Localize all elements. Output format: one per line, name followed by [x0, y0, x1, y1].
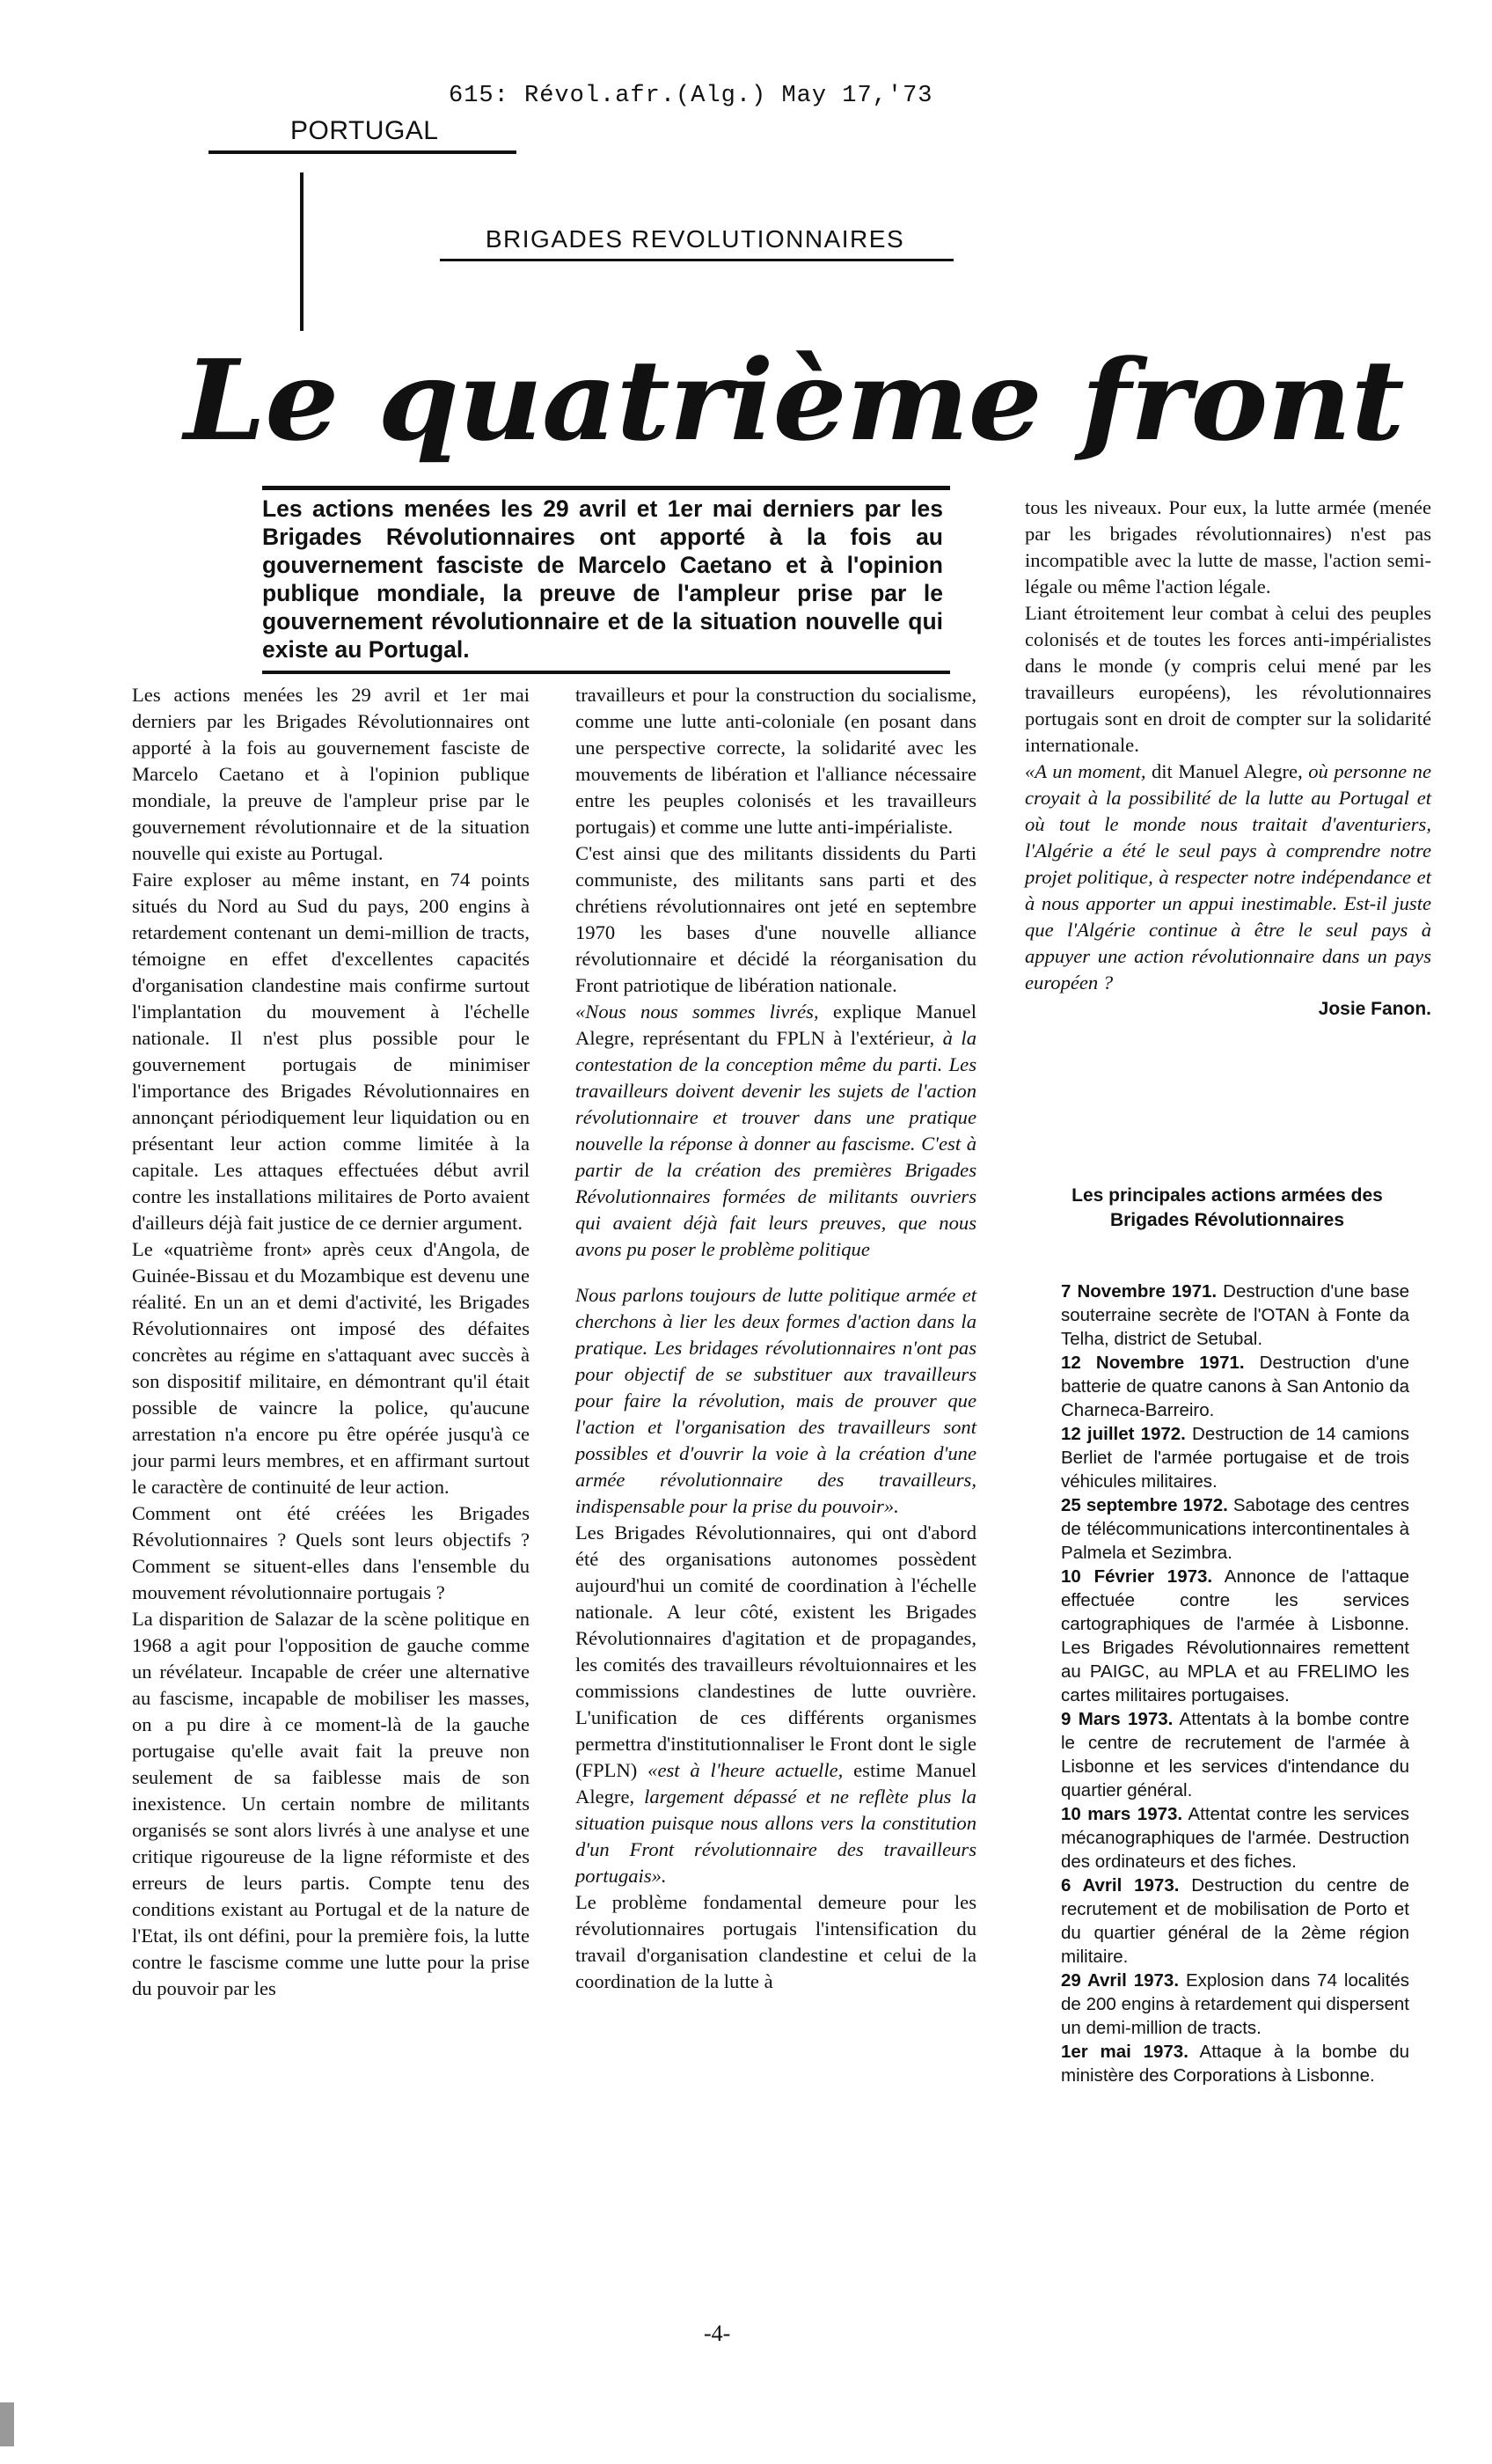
action-description: Sabotage des centres de télécommunications intercontinentales à Palmela et Sezimbra. — [1061, 1495, 1409, 1563]
paragraph-text: Les Brigades Révolutionnaires, qui ont d'abord été des organisations autonomes possèdent aujourd'hui un comité de coordination à l'échelle nationale. A leur côté, existent les Brigades Révolutionnaires d'agitation et de propagandes, les comités des travailleurs révoltuionnaires et les commissions clandestines de lutte ouvrière. L'unification de ces différents organismes permettra d'institutionnaliser le Front dont le sigle (FPLN) — [575, 1522, 976, 1781]
action-item — [1061, 1351, 1409, 1422]
paragraph: C'est ainsi que des militants dissidents du Parti communiste, des militants sans parti et des chrétiens révolutionnaires ont jeté en septembre 1970 les bases d'une nouvelle alliance révolutionnaire et décidé la réorganisation du Front patriotique de libération nationale. — [575, 842, 976, 996]
headline: Le quatrième front — [184, 335, 1404, 466]
action-date: 25 septembre 1972. — [1061, 1495, 1228, 1515]
action-description: Destruction du centre de recrutement et de mobilisation de Porto et du quartier général de la 2ème région militaire. — [1061, 1875, 1409, 1967]
action-description: Attentat contre les services mécanographiques de l'armée. Destruction des ordinateurs et des fiches. — [1061, 1804, 1409, 1872]
paragraph: La disparition de Salazar de la scène politique en 1968 a agit pour l'opposition de gauche comme un révélateur. Incapable de créer une alternative au fascisme, incapable de mobiliser les masses, on a pu dire à ce moment-là de la gauche portugaise qu'elle avait fait la preuve non seulement de sa faiblesse mais de son inexistence. Un certain nombre de militants organisés se sont alors livrés à une analyse et une critique rigoureuse de la ligne réformiste et des erreurs de leurs partis. Compte tenu des conditions existant au Portugal et de la nature de l'Etat, ils ont défini, pour la première fois, la lutte contre le fascisme comme une lutte pour la prise du pouvoir par les — [132, 1608, 530, 1999]
article-column-3 — [1025, 495, 1431, 1023]
action-item — [1061, 1802, 1409, 1874]
action-date: 29 Avril 1973. — [1061, 1970, 1180, 1991]
action-description: Explosion dans 74 localités de 200 engins à retardement qui dispersent un demi-million de tracts. — [1061, 1970, 1409, 2038]
action-date: 9 Mars 1973. — [1061, 1709, 1174, 1729]
page-number: -4- — [704, 2321, 731, 2346]
scan-edge-mark — [0, 2402, 14, 2446]
lead-paragraph: Les actions menées les 29 avril et 1er mai derniers par les Brigades Révolutionnaires ont apporté à la fois au gouvernement fasciste de Marcelo Caetano et à l'opinion publique mondiale, la preuve de l'ampleur prise par le gouvernement révolutionnaire et de la situation nouvelle qui existe au Portugal. — [262, 495, 943, 663]
action-item — [1061, 1493, 1409, 1565]
quote-paragraph — [575, 999, 976, 1263]
actions-box-title: Les principales actions armées des Brigades Révolutionnaires — [1071, 1185, 1383, 1230]
vertical-rule — [300, 172, 304, 331]
quote-text: à la contestation de la conception même du parti. Les travailleurs doivent devenir les sujets de l'action révolutionnaire et trouver dans une pratique nouvelle la réponse à donner au fascisme. C'est à partir de la création des premières Brigades Révolutionnaires formées de militants ouvriers qui avaient déjà fait leurs preuves, que nous avons pu poser le problème politique — [575, 1027, 976, 1260]
quote-text: largement dépassé et ne reflète plus la situation puisque nous allons vers la constitution d'un Front révolutionnaire des travailleurs portugais». — [575, 1786, 976, 1887]
paragraph: Le «quatrième front» après ceux d'Angola, de Guinée-Bissau et du Mozambique est devenu une réalité. En un an et demi d'activité, les Brigades Révolutionnaires ont imposé des défaites concrètes au régime en s'attaquant avec succès à son dispositif militaire, en démontrant qu'il était possible de vaincre la police, qu'aucune arrestation n'a encore pu être opérée jusqu'à ce jour parmi leurs membres, et en affirmant surtout le caractère de continuité de leur action. — [132, 1238, 530, 1498]
action-date: 6 Avril 1973. — [1061, 1875, 1180, 1896]
attribution-text: dit Manuel Alegre, — [1145, 760, 1309, 782]
quote-text: «Nous nous sommes livrés, — [575, 1001, 819, 1023]
paragraph: Comment ont été créées les Brigades Révolutionnaires ? Quels sont leurs objectifs ? Comment se situent-elles dans l'ensemble du mouvement révolutionnaire portugais ? — [132, 1502, 530, 1603]
lead-bottom-rule — [262, 671, 950, 674]
action-item — [1061, 1422, 1409, 1493]
section-rule — [208, 150, 516, 154]
paragraph: Le problème fondamental demeure pour les révolutionnaires portugais l'intensification du travail d'organisation clandestine et celui de la coordination de la lutte à — [575, 1891, 976, 1992]
paragraph: Faire exploser au même instant, en 74 points situés du Nord au Sud du pays, 200 engins à retardement contenant un demi-million de tracts, témoigne en effet d'excellentes capacités d'organisation clandestine mais confirme surtout l'implantation du mouvement à l'échelle nationale. Il n'est plus possible pour le gouvernement portugais de minimiser l'importance des Brigades Révolutionnaires en annonçant périodiquement leur liquidation ou en présentant leur action comme limitée à la capitale. Les attaques effectuées début avril contre les installations militaires de Porto avaient d'ailleurs déjà fait justice de ce dernier argument. — [132, 869, 530, 1234]
paragraph — [575, 1520, 976, 1889]
quote-text: «est à l'heure actuelle, — [647, 1759, 844, 1781]
action-date: 1er mai 1973. — [1061, 2042, 1188, 2062]
action-date: 10 Février 1973. — [1061, 1566, 1213, 1587]
quote-paragraph: Nous parlons toujours de lutte politique armée et cherchons à lier les deux formes d'action dans la pratique. Les bridages révolutionnaires n'ont pas pour objectif de se substituer aux travailleurs pour faire la révolution, mais de prouver que l'action et l'organisation des travailleurs sont possibles et d'ouvrir la voie à la création d'une armée révolutionnaire des travailleurs, indispensable pour la prise du pouvoir». — [575, 1284, 976, 1517]
section-label: PORTUGAL — [290, 116, 439, 145]
paragraph: tous les niveaux. Pour eux, la lutte armée (menée par les brigades révolutionnaires) n'est pas incompatible avec la lutte de masse, l'action semi-légale ou même l'action légale. — [1025, 496, 1431, 598]
action-item — [1061, 1969, 1409, 2040]
action-description: Destruction d'une base souterraine secrète de l'OTAN à Fonte da Telha, district de Setubal. — [1061, 1281, 1409, 1349]
action-description: Attentats à la bombe contre le centre de recrutement de l'armée à Lisbonne et les services d'intendance du quartier général. — [1061, 1709, 1409, 1800]
quote-paragraph — [1025, 759, 1431, 996]
action-item — [1061, 1707, 1409, 1802]
action-date: 7 Novembre 1971. — [1061, 1281, 1218, 1302]
paragraph: travailleurs et pour la construction du socialisme, comme une lutte anti-coloniale (en posant dans une perspective correcte, la solidarité avec les mouvements de libération et l'alliance nécessaire entre les peuples colonisés et les travailleurs portugais) et comme une lutte anti-impérialiste. — [575, 684, 976, 838]
action-description: Destruction d'une batterie de quatre canons à San Antonio da Charneca-Barreiro. — [1061, 1353, 1409, 1420]
attribution-text: estime Manuel Alegre, — [575, 1759, 976, 1808]
action-item — [1061, 2040, 1409, 2087]
action-item — [1061, 1565, 1409, 1707]
author-signature: Josie Fanon. — [1318, 999, 1431, 1019]
paragraph: Les actions menées les 29 avril et 1er mai derniers par les Brigades Révolutionnaires ont apporté à la fois au gouvernement fasciste de Marcelo Caetano et à l'opinion publique mondiale, la preuve de l'ampleur prise par le gouvernement révolutionnaire et de la situation nouvelle qui existe au Portugal. — [132, 684, 530, 864]
action-date: 10 mars 1973. — [1061, 1804, 1183, 1824]
attribution-text: explique Manuel Alegre, représentant du FPLN à l'extérieur, — [575, 1001, 976, 1049]
action-date: 12 juillet 1972. — [1061, 1424, 1186, 1444]
kicker: BRIGADES REVOLUTIONNAIRES — [485, 225, 905, 253]
source-citation: 615: Révol.afr.(Alg.) May 17,'73 — [449, 83, 933, 109]
action-description: Annonce de l'attaque effectuée contre les services cartographiques de l'armée à Lisbonne. Les Brigades Révolutionnaires remettent au PAIGC, au MPLA et au FRELIMO les cartes militaires portugaises. — [1061, 1566, 1409, 1705]
action-description: Destruction de 14 camions Berliet de l'armée portugaise et de trois véhicules militaires. — [1061, 1424, 1410, 1492]
action-date: 12 Novembre 1971. — [1061, 1353, 1245, 1373]
quote-text: «A un moment, — [1025, 760, 1146, 782]
action-item — [1061, 1874, 1409, 1969]
paragraph: Liant étroitement leur combat à celui des peuples colonisés et de toutes les forces anti-impérialistes dans le monde (y compris celui mené par les travailleurs européens), les révolutionnaires portugais sont en droit de compter sur la solidarité internationale. — [1025, 602, 1431, 756]
actions-list — [1061, 1280, 1409, 2087]
action-item — [1061, 1280, 1409, 1351]
action-description: Attaque à la bombe du ministère des Corporations à Lisbonne. — [1061, 2042, 1410, 2086]
article-column-2 — [575, 682, 976, 1995]
article-column-1 — [132, 682, 530, 2002]
quote-text: où personne ne croyait à la possibilité de la lutte au Portugal et où tout le monde nous traitait d'aventuriers, l'Algérie a été le seul pays à comprendre notre projet politique, à respecter notre indépendance et à nous apporter un appui inestimable. Est-il juste que l'Algérie continue à être le seul pays à appuyer une action révolutionnaire dans un pays européen ? — [1025, 760, 1432, 994]
kicker-rule — [440, 259, 954, 261]
lead-top-rule — [262, 486, 950, 490]
